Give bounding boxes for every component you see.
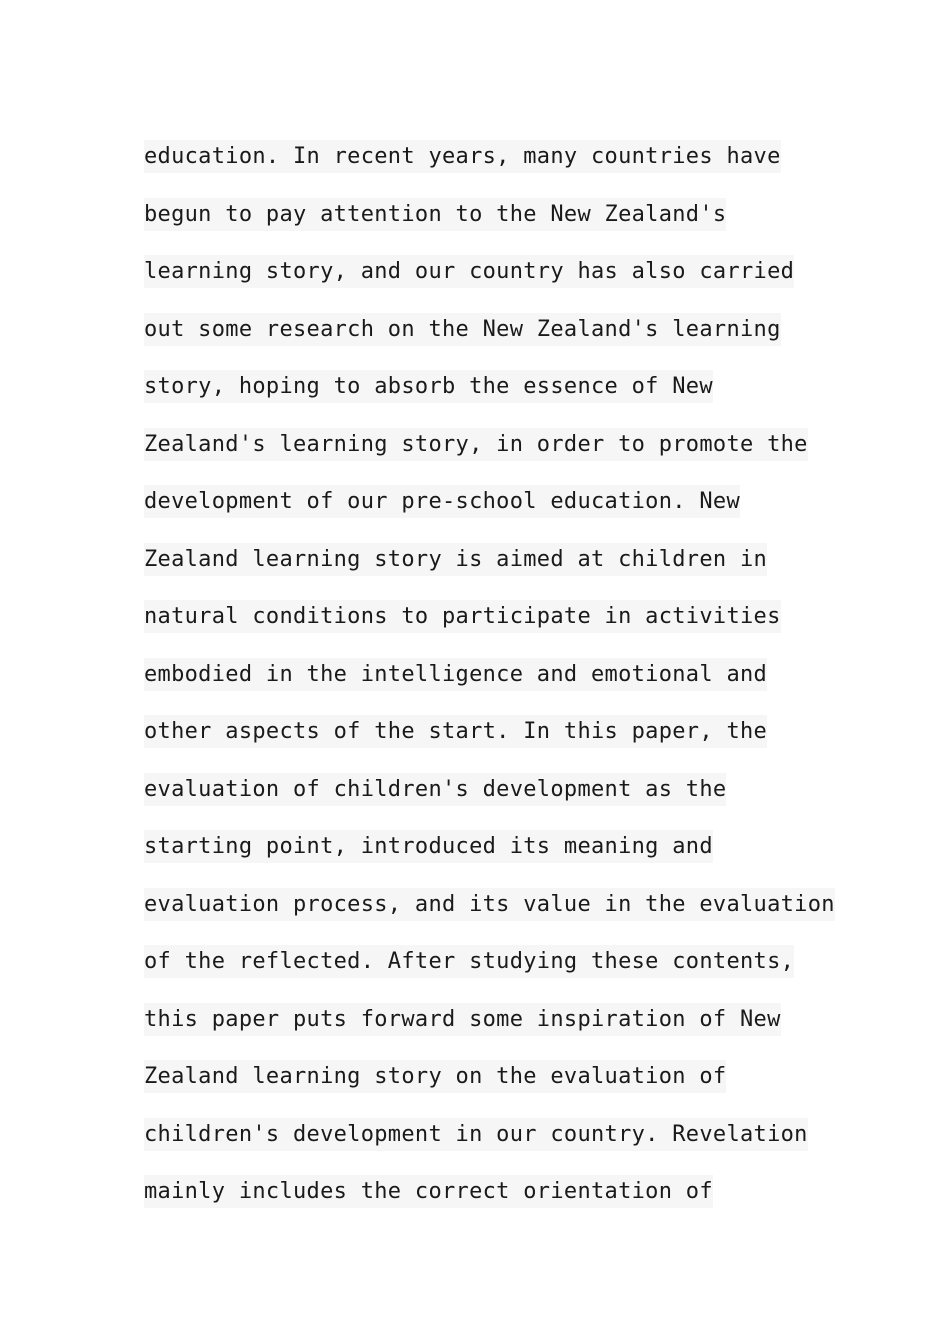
text-line: this paper puts forward some inspiration of New bbox=[144, 991, 844, 1049]
text-line: mainly includes the correct orientation of bbox=[144, 1163, 844, 1221]
text-line: evaluation process, and its value in the evaluation bbox=[144, 876, 844, 934]
text-line: children's development in our country. Revelation bbox=[144, 1106, 844, 1164]
text-line: story, hoping to absorb the essence of New bbox=[144, 358, 844, 416]
text-line: development of our pre-school education. New bbox=[144, 473, 844, 531]
text-line: out some research on the New Zealand's learning bbox=[144, 301, 844, 359]
text-line: Zealand's learning story, in order to promote the bbox=[144, 416, 844, 474]
text-line: Zealand learning story on the evaluation of bbox=[144, 1048, 844, 1106]
text-line: other aspects of the start. In this paper, the bbox=[144, 703, 844, 761]
text-line: Zealand learning story is aimed at children in bbox=[144, 531, 844, 589]
text-line: embodied in the intelligence and emotional and bbox=[144, 646, 844, 704]
text-line: starting point, introduced its meaning and bbox=[144, 818, 844, 876]
text-line: of the reflected. After studying these contents, bbox=[144, 933, 844, 991]
text-line: evaluation of children's development as the bbox=[144, 761, 844, 819]
text-line: begun to pay attention to the New Zealand's bbox=[144, 186, 844, 244]
text-line: natural conditions to participate in activities bbox=[144, 588, 844, 646]
text-line: learning story, and our country has also carried bbox=[144, 243, 844, 301]
text-line: education. In recent years, many countries have bbox=[144, 128, 844, 186]
body-paragraph bbox=[144, 128, 844, 1221]
